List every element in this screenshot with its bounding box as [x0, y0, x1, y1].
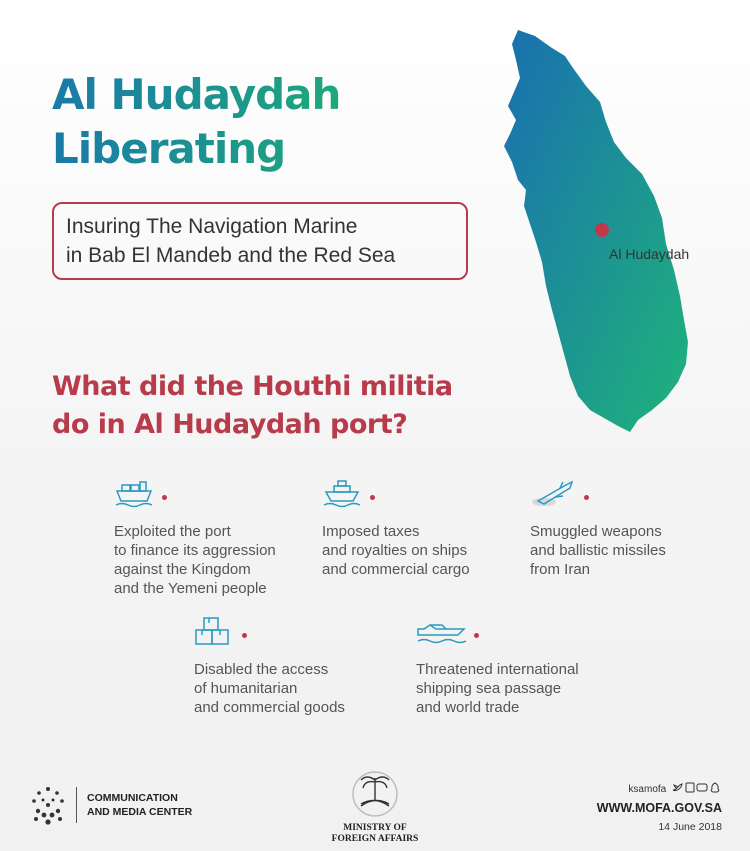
- list-item: [322, 478, 532, 579]
- item-text: Threatened international shipping sea passage and world trade: [416, 661, 579, 716]
- bullet-dot: [370, 495, 375, 500]
- snapchat-icon: [711, 783, 719, 792]
- org-name: COMMUNICATION AND MEDIA CENTER: [87, 792, 193, 818]
- dots-logo-icon: [30, 785, 66, 825]
- footer-contact: [597, 782, 722, 833]
- bullet-dot: [584, 495, 589, 500]
- item-text: Imposed taxes and royalties on ships and commercial cargo: [322, 523, 470, 578]
- map-city-label: Al Hudaydah: [609, 246, 690, 262]
- palm-swords-emblem-icon: [349, 768, 401, 818]
- divider: [76, 787, 77, 823]
- ministry-logo: [330, 768, 420, 845]
- boxes-icon: [194, 616, 234, 648]
- twitter-icon: [673, 784, 682, 791]
- ship-icon: [322, 479, 362, 509]
- social-handle: ksamofa: [597, 782, 722, 795]
- bullet-dot: [242, 633, 247, 638]
- facebook-icon: [686, 783, 694, 792]
- ministry-name: MINISTRY OF FOREIGN AFFAIRS: [331, 823, 419, 844]
- page-title: [52, 68, 340, 176]
- title-line-2: Liberating: [52, 124, 286, 173]
- subtitle-line-1: Insuring The Navigation Marine: [66, 215, 358, 238]
- yemen-coast-map: [490, 30, 710, 435]
- list-item: [416, 616, 626, 717]
- website-link[interactable]: WWW.MOFA.GOV.SA: [596, 801, 722, 815]
- title-line-1: Al Hudaydah: [52, 70, 341, 119]
- cargo-ship-icon: [114, 479, 154, 509]
- bullet-dot: [162, 495, 167, 500]
- bullet-dot: [474, 633, 479, 638]
- question-heading: What did the Houthi militia do in Al Hudaydah port?: [52, 371, 453, 440]
- publish-date: 14 June 2018: [658, 821, 722, 833]
- list-item: [530, 478, 740, 579]
- location-marker: [595, 223, 609, 237]
- speedboat-icon: [416, 617, 466, 647]
- subtitle-line-2: in Bab El Mandeb and the Red Sea: [66, 244, 396, 267]
- social-icons: [672, 782, 722, 793]
- item-text: Disabled the access of humanitarian and commercial goods: [194, 661, 345, 716]
- missile-icon: [530, 479, 576, 509]
- youtube-icon: [697, 784, 707, 791]
- item-text: Smuggled weapons and ballistic missiles from Iran: [530, 523, 666, 578]
- subtitle-box: [52, 202, 468, 280]
- item-text: Exploited the port to finance its aggression against the Kingdom and the Yemeni people: [114, 523, 276, 597]
- list-item: [114, 478, 324, 598]
- list-item: [194, 616, 404, 717]
- communication-center-logo: [30, 785, 192, 825]
